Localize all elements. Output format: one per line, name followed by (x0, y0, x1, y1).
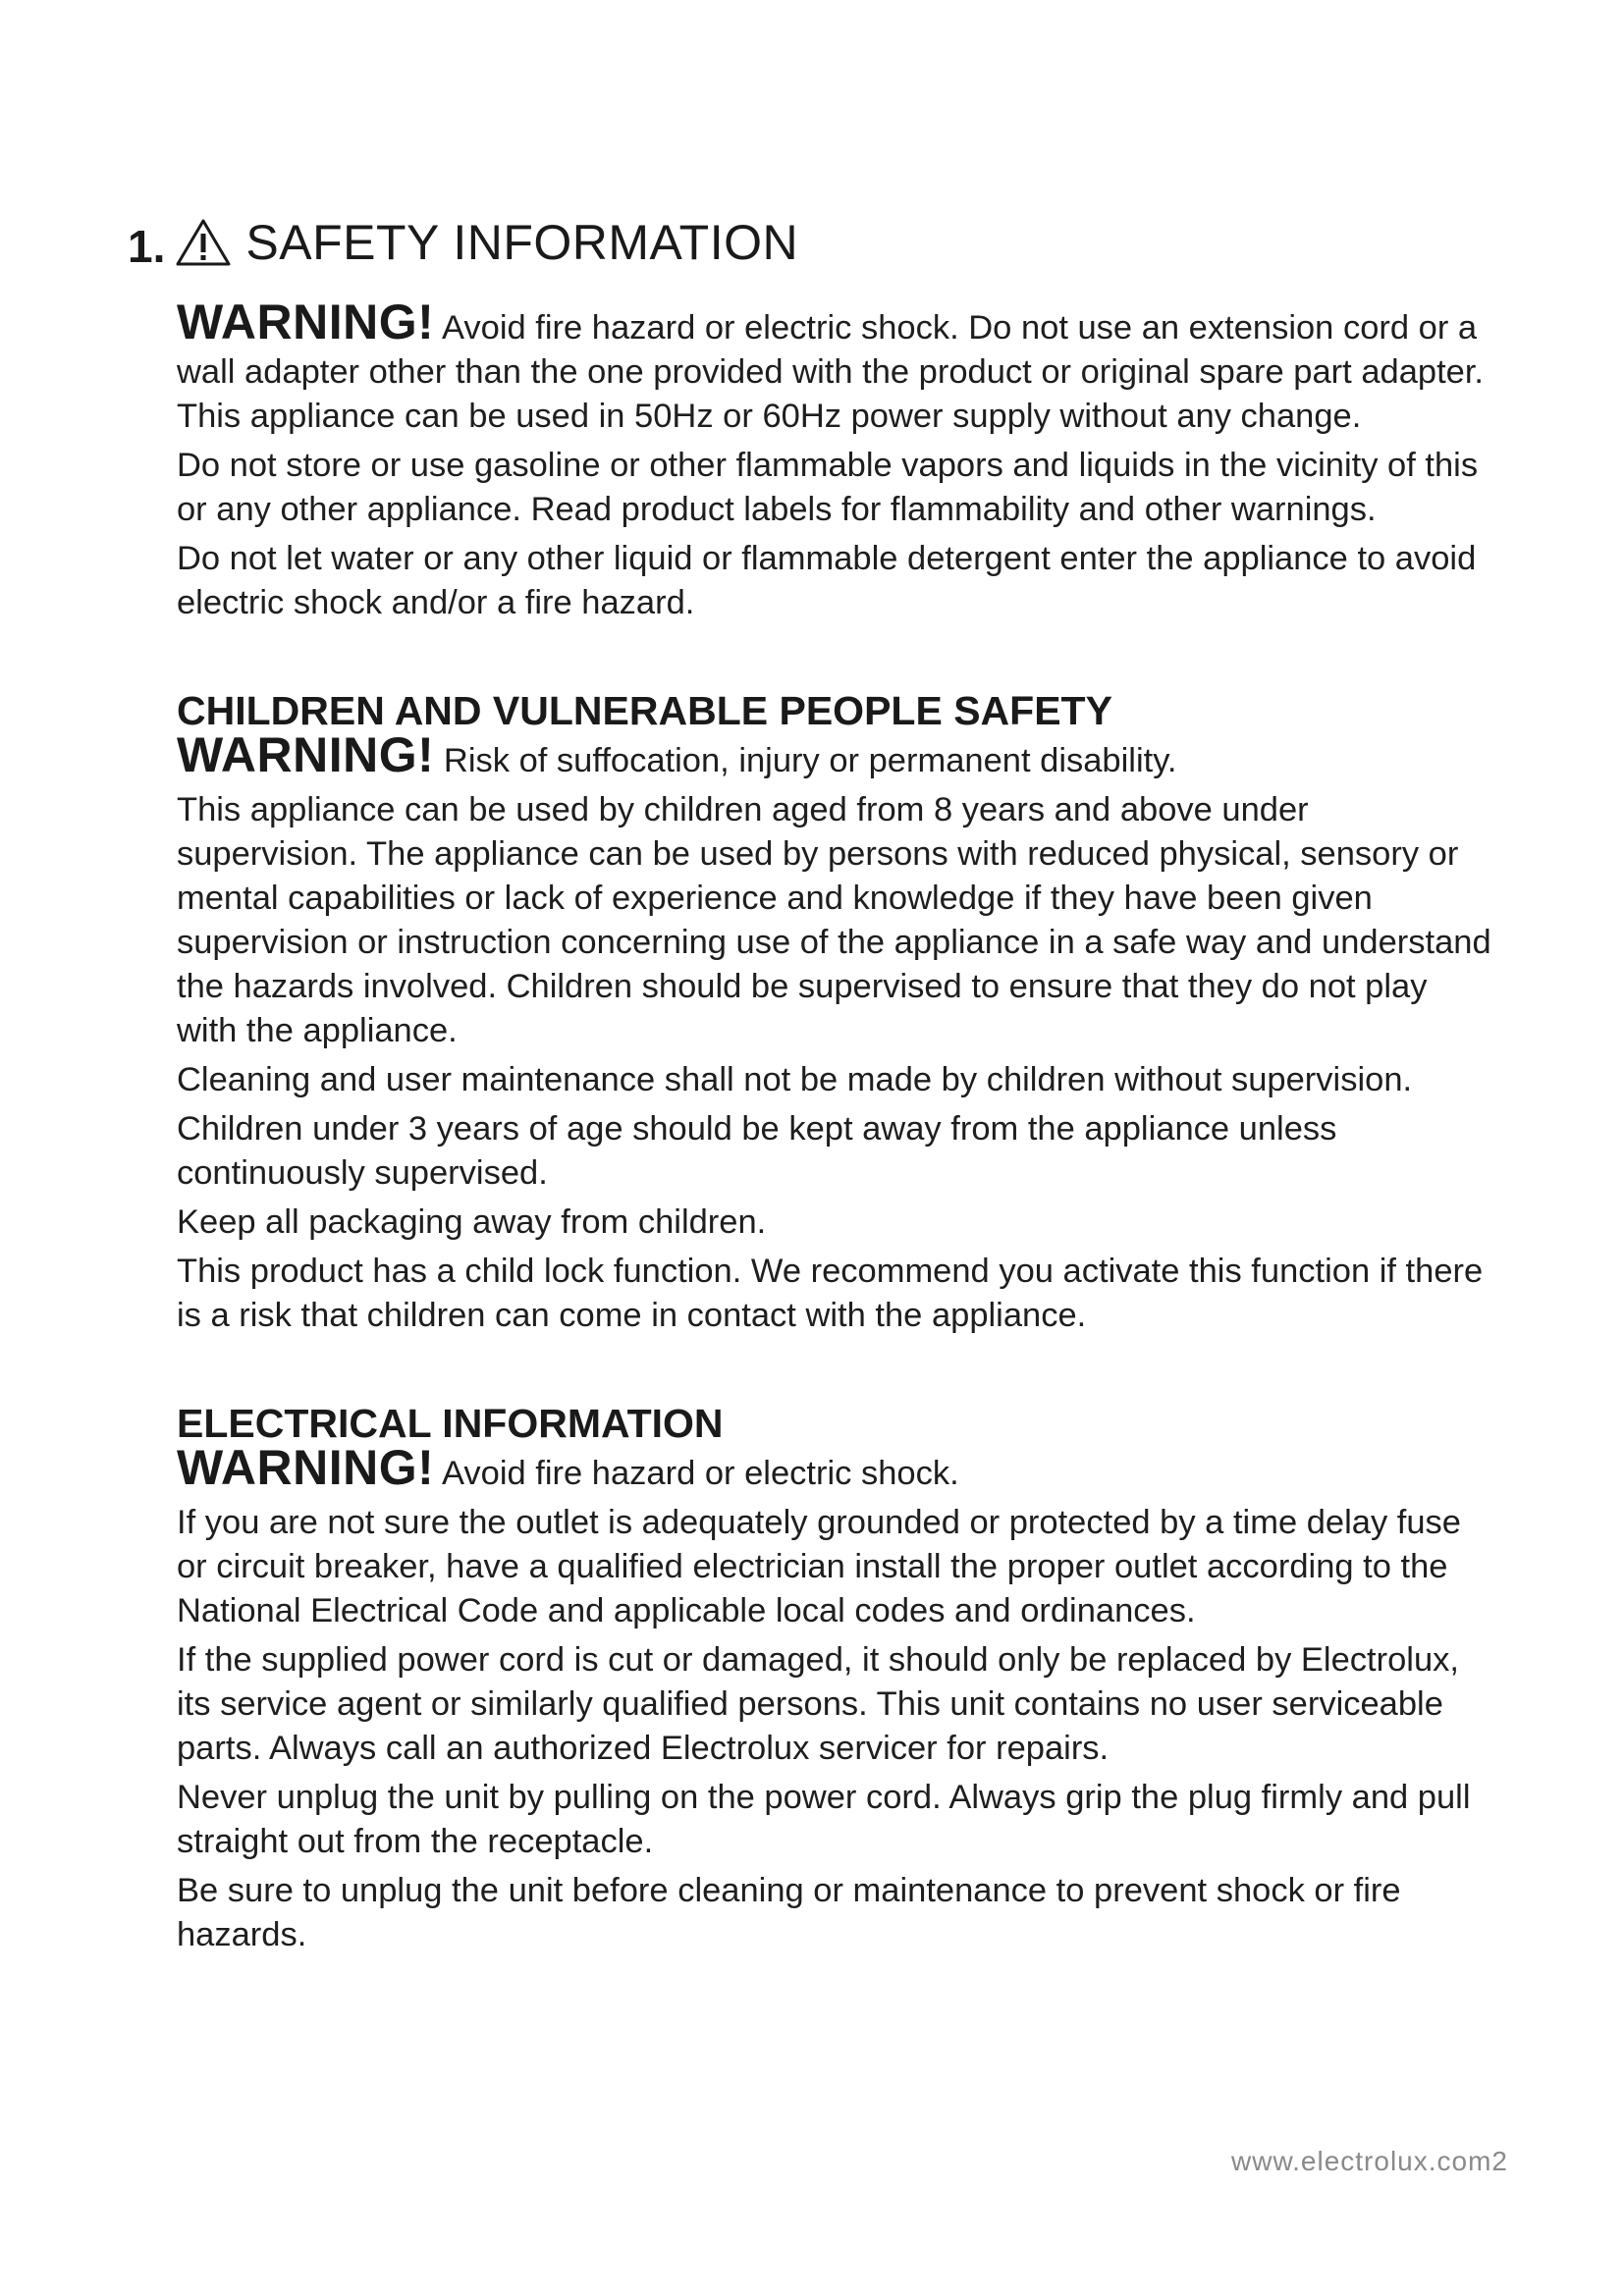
paragraph: Be sure to unplug the unit before cleaning or maintenance to prevent shock or fire hazards. (177, 1872, 1401, 1953)
warning-triangle-icon (175, 218, 232, 267)
electrical-warning (177, 1440, 1492, 1496)
warning-text: Avoid fire hazard or electric shock. Do not use an extension cord or a wall adapter other than the one provided with the product or original spare part adapter. This appliance can be used in 50Hz or 60Hz power supply without any change. (177, 309, 1485, 435)
electrical-information-section (177, 1401, 1492, 1957)
page-title (128, 208, 798, 277)
children-safety-section (177, 688, 1492, 1338)
intro-section (177, 294, 1492, 625)
paragraph: Children under 3 years of age should be kept away from the appliance unless continuously supervised. (177, 1110, 1337, 1192)
section-heading: ELECTRICAL INFORMATION (177, 1401, 724, 1446)
footer-url: www.electrolux.com2 (1231, 2146, 1508, 2176)
warning-label: WARNING! (177, 727, 435, 782)
warning-label: WARNING! (177, 294, 435, 349)
section-heading: CHILDREN AND VULNERABLE PEOPLE SAFETY (177, 688, 1112, 733)
paragraph: Keep all packaging away from children. (177, 1203, 767, 1241)
warning-label: WARNING! (177, 1440, 435, 1495)
paragraph: If you are not sure the outlet is adequately grounded or protected by a time delay fuse or circuit breaker, have a qualified electrician install the proper outlet according to the National Electrical Code and applicable local codes and ordinances. (177, 1504, 1461, 1629)
paragraph: Do not store or use gasoline or other flammable vapors and liquids in the vicinity of this or any other appliance. Read product labels for flammability and other warnings. (177, 447, 1479, 528)
paragraph: If the supplied power cord is cut or damaged, it should only be replaced by Electrolux, its service agent or similarly qualified persons. This unit contains no user serviceable parts. Always call an authorized Electrolux servicer for repairs. (177, 1641, 1459, 1767)
section-number: 1. (128, 221, 166, 272)
paragraph: Cleaning and user maintenance shall not be made by children without supervision. (177, 1061, 1413, 1098)
document-body (177, 294, 1492, 1962)
page-title-text: SAFETY INFORMATION (245, 215, 799, 270)
paragraph: This appliance can be used by children aged from 8 years and above under supervision. The appliance can be used by persons with reduced physical, sensory or mental capabilities or lack of experience and knowledge if they have been given supervision or instruction concerning use of the appliance in a safe way and understand the hazards involved. Children should be supervised to ensure that they do not play with the appliance. (177, 791, 1491, 1049)
intro-warning (177, 294, 1492, 439)
paragraph: Never unplug the unit by pulling on the power cord. Always grip the plug firmly and pull straight out from the receptacle. (177, 1779, 1471, 1860)
paragraph: Do not let water or any other liquid or flammable detergent enter the appliance to avoid electric shock and/or a fire hazard. (177, 540, 1477, 621)
children-warning (177, 727, 1492, 783)
warning-text: Avoid fire hazard or electric shock. (442, 1455, 959, 1492)
warning-text: Risk of suffocation, injury or permanent disability. (443, 742, 1177, 779)
paragraph: This product has a child lock function. We recommend you activate this function if there is a risk that children can come in contact with the appliance. (177, 1253, 1484, 1334)
